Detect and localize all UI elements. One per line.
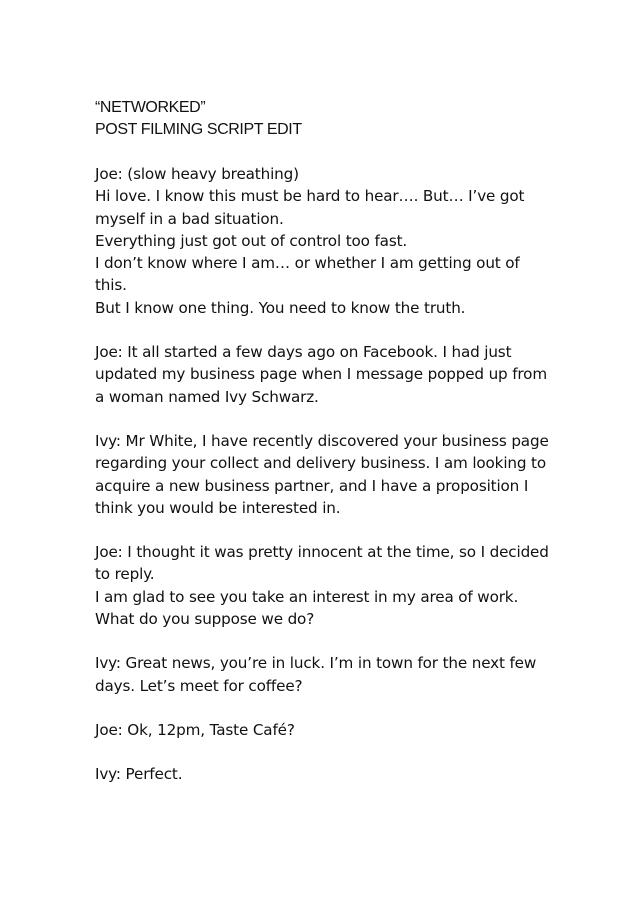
- script-line: Ivy: Perfect.: [95, 765, 183, 784]
- script-block: [95, 341, 555, 408]
- spacer: [95, 519, 555, 541]
- script-line: I am glad to see you take an interest in my area of work. What do you suppose we do?: [95, 587, 519, 629]
- script-block: [95, 541, 555, 630]
- script-block: [95, 719, 555, 741]
- document-subtitle: POST FILMING SCRIPT EDIT: [95, 121, 302, 138]
- spacer: [95, 630, 555, 652]
- spacer: [95, 319, 555, 341]
- script-line: Joe: It all started a few days ago on Facebook. I had just updated my business page when I message popped up from a woman named Ivy Schwarz.: [95, 343, 547, 406]
- script-line: But I know one thing. You need to know the truth.: [95, 298, 466, 317]
- script-block: [95, 652, 555, 697]
- script-block: [95, 763, 555, 785]
- spacer: [95, 697, 555, 719]
- script-line: Ivy: Great news, you’re in luck. I’m in town for the next few days. Let’s meet for coffee?: [95, 654, 537, 695]
- script-line: Joe: I thought it was pretty innocent at the time, so I decided to reply.: [95, 543, 549, 584]
- script-line: Everything just got out of control too fast.: [95, 231, 408, 250]
- script-block: [95, 430, 555, 519]
- spacer: [95, 741, 555, 763]
- spacer: [95, 141, 555, 163]
- script-page: [95, 97, 555, 786]
- script-line: Joe: Ok, 12pm, Taste Café?: [95, 720, 295, 739]
- script-block: [95, 163, 555, 319]
- document-title: “NETWORKED”: [95, 99, 206, 116]
- script-line: Ivy: Mr White, I have recently discovered your business page regarding your collect and delivery business. I am looking to acquire a new business partner, and I have a proposition I think you would be interested in.: [95, 431, 549, 517]
- spacer: [95, 408, 555, 430]
- script-line: Joe: (slow heavy breathing): [95, 165, 299, 183]
- script-line: Hi love. I know this must be hard to hear…. But… I’ve got myself in a bad situation.: [95, 187, 525, 228]
- script-line: I don’t know where I am… or whether I am getting out of this.: [95, 254, 520, 295]
